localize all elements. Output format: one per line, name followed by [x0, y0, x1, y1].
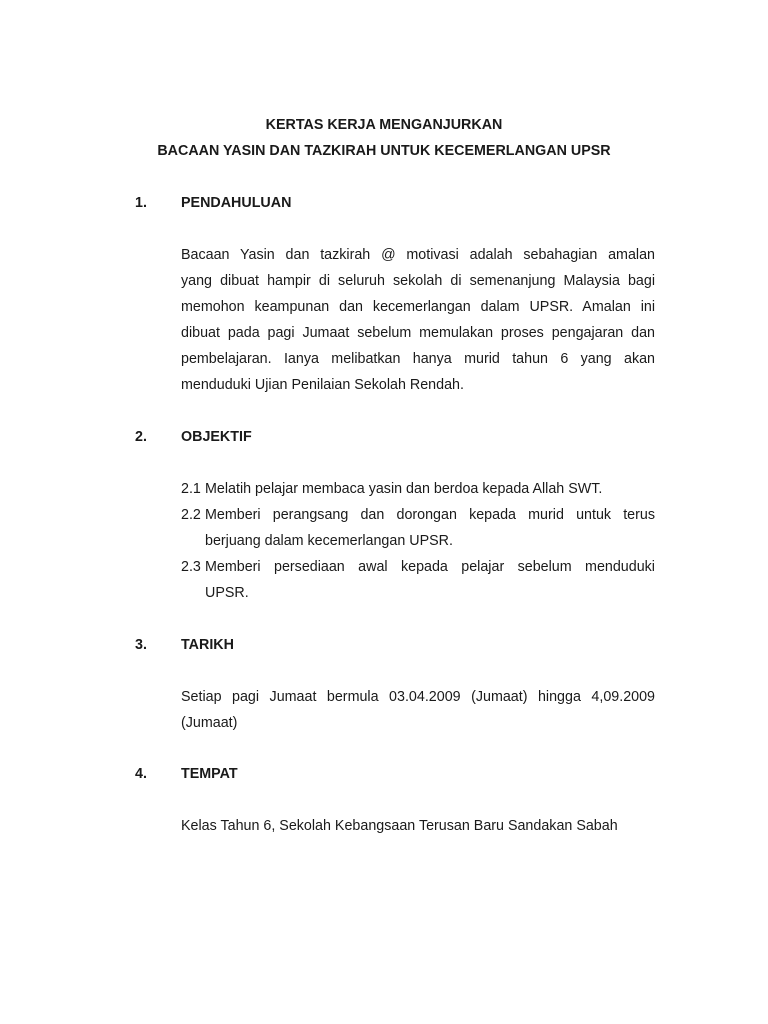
section-title: TEMPAT: [181, 766, 238, 782]
section-number: 1.: [135, 195, 147, 211]
section-heading-tempat: [135, 761, 655, 787]
paragraph-line: pembelajaran. Ianya melibatkan hanya murid tahun 6 yang akan: [181, 351, 655, 367]
tarikh-paragraph: [181, 684, 655, 736]
section-number: 3.: [135, 637, 147, 653]
paragraph-line: yang dibuat hampir di seluruh sekolah di semenanjung Malaysia bagi: [181, 273, 655, 289]
objective-line: berjuang dalam kecemerlangan UPSR.: [205, 533, 453, 549]
objective-number: 2.1: [181, 481, 201, 497]
pendahuluan-paragraph: [181, 242, 655, 398]
objective-line: Memberi perangsang dan dorongan kepada murid untuk terus: [205, 507, 655, 523]
document-title-line1: KERTAS KERJA MENGANJURKAN: [265, 117, 503, 133]
objective-item: [181, 554, 655, 606]
section-heading-objektif: [135, 424, 655, 450]
section-title: TARIKH: [181, 637, 234, 653]
objective-number: 2.2: [181, 507, 201, 523]
objective-line: Memberi persediaan awal kepada pelajar sebelum menduduki: [205, 559, 655, 575]
objective-text: [205, 554, 655, 606]
objective-text: [205, 502, 655, 554]
paragraph-line: memohon keampunan dan kecemerlangan dalam UPSR. Amalan ini: [181, 299, 655, 315]
paragraph-line: Bacaan Yasin dan tazkirah @ motivasi adalah sebahagian amalan: [181, 247, 655, 263]
section-heading-tarikh: [135, 632, 655, 658]
document-title-line2: BACAAN YASIN DAN TAZKIRAH UNTUK KECEMERLANGAN UPSR: [157, 143, 611, 159]
section-title: OBJEKTIF: [181, 429, 252, 445]
paragraph-line: Setiap pagi Jumaat bermula 03.04.2009 (Jumaat) hingga 4,09.2009: [181, 689, 655, 705]
tempat-paragraph: [181, 813, 655, 839]
section-title: PENDAHULUAN: [181, 195, 292, 211]
paragraph-line: dibuat pada pagi Jumaat sebelum memulakan proses pengajaran dan: [181, 325, 655, 341]
objective-item: [181, 476, 655, 502]
section-number: 4.: [135, 766, 147, 782]
objective-number: 2.3: [181, 559, 201, 575]
paragraph-line: menduduki Ujian Penilaian Sekolah Rendah.: [181, 377, 464, 393]
paragraph-line: Kelas Tahun 6, Sekolah Kebangsaan Terusan Baru Sandakan Sabah: [181, 818, 618, 834]
objective-line: Melatih pelajar membaca yasin dan berdoa kepada Allah SWT.: [205, 481, 603, 497]
objective-item: [181, 502, 655, 554]
paragraph-line: (Jumaat): [181, 715, 238, 731]
section-heading-pendahuluan: [135, 190, 655, 216]
objective-text: [205, 476, 655, 502]
objective-line: UPSR.: [205, 585, 249, 601]
section-number: 2.: [135, 429, 147, 445]
